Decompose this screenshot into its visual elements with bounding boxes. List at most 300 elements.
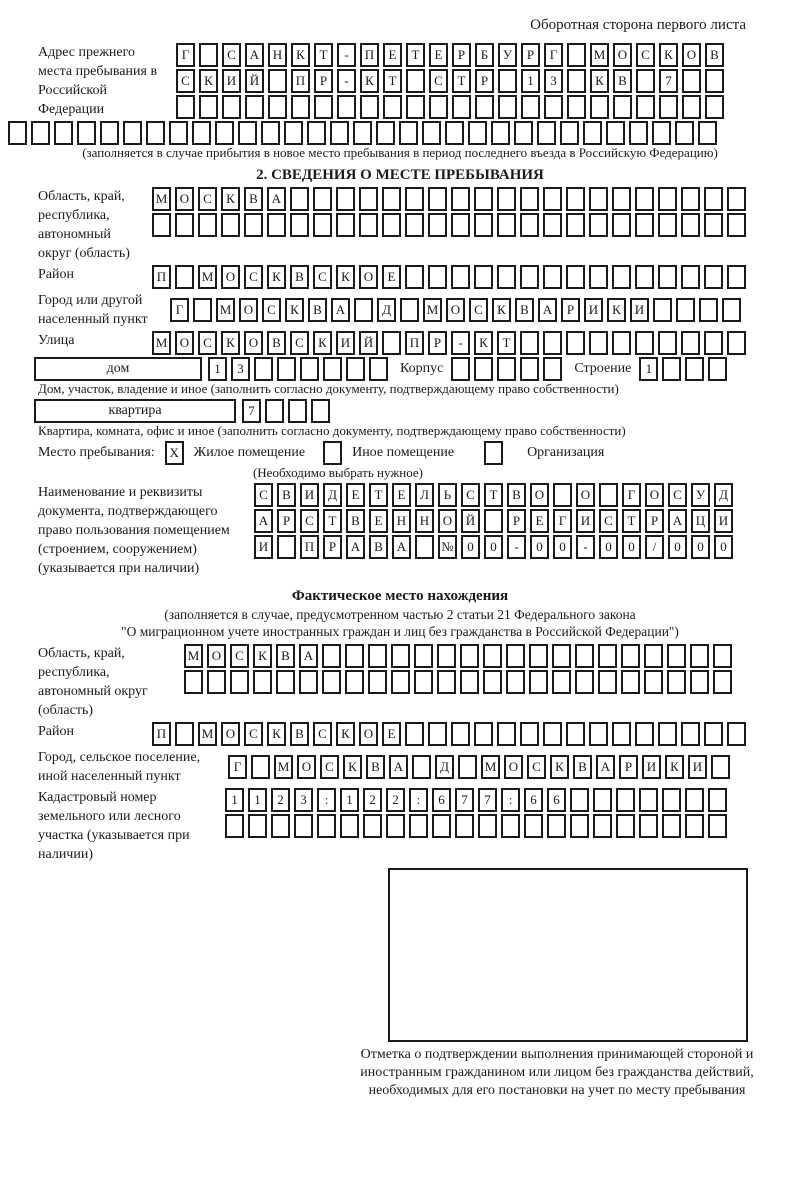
char-cell — [727, 213, 746, 237]
stay-option-checkbox-org[interactable] — [484, 441, 503, 465]
char-cell — [474, 187, 493, 211]
document-label: Наименование и реквизиты документа, подтверждающего право пользования помещением (строением, сооружением) (указывается при наличии) — [38, 485, 230, 576]
char-cell: 3 — [544, 69, 563, 93]
char-cell: К — [492, 298, 511, 322]
char-cell: - — [337, 69, 356, 93]
char-cell: С — [222, 43, 241, 67]
char-cell: А — [389, 755, 408, 779]
char-cell — [639, 814, 658, 838]
char-cell: О — [297, 755, 316, 779]
char-cell: Г — [228, 755, 247, 779]
cadastral-grid-row-1[interactable] — [225, 788, 731, 812]
char-cell — [681, 187, 700, 211]
char-cell — [567, 43, 586, 67]
char-cell — [406, 69, 425, 93]
char-cell: В — [277, 483, 296, 507]
char-cell — [543, 357, 562, 381]
char-cell: М — [152, 331, 171, 355]
char-cell: О — [359, 722, 378, 746]
char-cell — [635, 331, 654, 355]
char-cell: Р — [561, 298, 580, 322]
char-cell: К — [267, 265, 286, 289]
char-cell — [451, 187, 470, 211]
document-grid-row-3[interactable] — [254, 535, 737, 559]
char-cell: К — [199, 69, 218, 93]
char-cell: С — [198, 187, 217, 211]
cadastral-field — [8, 788, 792, 864]
char-cell — [543, 331, 562, 355]
char-cell: Б — [475, 43, 494, 67]
char-cell: Р — [521, 43, 540, 67]
char-cell: Н — [415, 509, 434, 533]
char-cell — [681, 722, 700, 746]
char-cell — [265, 399, 284, 423]
char-cell — [406, 95, 425, 119]
char-cell — [294, 814, 313, 838]
city-grid[interactable] — [170, 298, 745, 322]
char-cell: А — [392, 535, 411, 559]
char-cell: И — [642, 755, 661, 779]
region-label: Область, край, республика, автономный округ (область) — [38, 189, 130, 261]
char-cell — [383, 95, 402, 119]
char-cell: 0 — [530, 535, 549, 559]
char-cell: Е — [382, 722, 401, 746]
char-cell: К — [590, 69, 609, 93]
char-cell: С — [176, 69, 195, 93]
apartment-note: Квартира, комната, офис и иное (заполнить согласно документу, подтверждающему право собственности) — [38, 423, 626, 438]
char-cell — [175, 213, 194, 237]
char-cell — [652, 121, 671, 145]
char-cell — [359, 213, 378, 237]
char-cell: : — [317, 788, 336, 812]
char-cell — [613, 95, 632, 119]
char-cell — [455, 814, 474, 838]
char-cell — [599, 483, 618, 507]
region-field — [8, 187, 792, 263]
char-cell — [529, 644, 548, 668]
char-cell — [317, 814, 336, 838]
char-cell — [474, 265, 493, 289]
char-cell: В — [290, 265, 309, 289]
char-cell: К — [336, 722, 355, 746]
char-cell: О — [576, 483, 595, 507]
stay-type-note: (Необходимо выбрать нужное) — [252, 465, 424, 480]
char-cell — [299, 670, 318, 694]
char-cell: Г — [170, 298, 189, 322]
prev-address-grid-row-3[interactable] — [176, 95, 728, 119]
char-cell — [207, 670, 226, 694]
char-cell: П — [405, 331, 424, 355]
char-cell: Р — [507, 509, 526, 533]
char-cell: 0 — [622, 535, 641, 559]
char-cell — [708, 788, 727, 812]
stay-option-label-inoe: Иное помещение — [352, 445, 455, 460]
char-cell — [543, 265, 562, 289]
char-cell: 1 — [521, 69, 540, 93]
char-cell: 0 — [484, 535, 503, 559]
char-cell: Р — [428, 331, 447, 355]
char-cell — [428, 213, 447, 237]
char-cell: Г — [622, 483, 641, 507]
char-cell: Т — [314, 43, 333, 67]
char-cell: 1 — [208, 357, 227, 381]
char-cell — [567, 69, 586, 93]
char-cell: И — [576, 509, 595, 533]
char-cell — [612, 265, 631, 289]
char-cell: К — [285, 298, 304, 322]
char-cell — [277, 535, 296, 559]
char-cell — [225, 814, 244, 838]
char-cell — [685, 814, 704, 838]
char-cell: Г — [176, 43, 195, 67]
district-grid[interactable] — [152, 265, 750, 289]
char-cell — [644, 670, 663, 694]
char-cell: М — [198, 265, 217, 289]
prev-address-grid-row-1[interactable] — [176, 43, 728, 67]
char-cell: Д — [435, 755, 454, 779]
actual-location-title: Фактическое место нахождения — [291, 588, 509, 604]
street-field — [8, 331, 792, 355]
char-cell — [414, 644, 433, 668]
char-cell: Е — [382, 265, 401, 289]
actual-city-grid[interactable] — [228, 755, 734, 779]
char-cell — [708, 357, 727, 381]
char-cell: - — [451, 331, 470, 355]
char-cell — [708, 814, 727, 838]
actual-district-grid[interactable] — [152, 722, 750, 746]
char-cell: В — [276, 644, 295, 668]
stroenie-label: Строение — [574, 361, 632, 376]
char-cell: : — [501, 788, 520, 812]
char-cell: Р — [323, 535, 342, 559]
char-cell — [567, 95, 586, 119]
char-cell — [382, 187, 401, 211]
cadastral-label: Кадастровый номер земельного или лесного участка (указывается при наличии) — [38, 790, 190, 862]
char-cell: Т — [406, 43, 425, 67]
char-cell — [428, 265, 447, 289]
house-grid[interactable] — [208, 357, 392, 381]
char-cell — [484, 509, 503, 533]
char-cell — [635, 187, 654, 211]
stay-type-row — [38, 441, 792, 465]
char-cell: О — [446, 298, 465, 322]
char-cell: Д — [377, 298, 396, 322]
char-cell: А — [254, 509, 273, 533]
char-cell — [560, 121, 579, 145]
char-cell — [612, 187, 631, 211]
char-cell: 3 — [231, 357, 250, 381]
stay-option-checkbox-inoe[interactable] — [323, 441, 342, 465]
char-cell: - — [576, 535, 595, 559]
char-cell — [644, 644, 663, 668]
char-cell: В — [308, 298, 327, 322]
char-cell — [705, 69, 724, 93]
char-cell — [245, 95, 264, 119]
prev-address-grid-row-4[interactable] — [8, 121, 792, 145]
stay-option-label-org: Организация — [527, 445, 605, 460]
char-cell: Л — [415, 483, 434, 507]
char-cell: К — [659, 43, 678, 67]
char-cell: 0 — [553, 535, 572, 559]
char-cell: А — [299, 644, 318, 668]
char-cell: 0 — [714, 535, 733, 559]
char-cell: П — [152, 722, 171, 746]
char-cell — [658, 331, 677, 355]
stroenie-grid[interactable] — [639, 357, 731, 381]
actual-city-label: Город, сельское поселение, иной населенный пункт — [38, 750, 201, 784]
char-cell — [311, 399, 330, 423]
house-note: Дом, участок, владение и иное (заполнить согласно документу, подтверждающему право собственности) — [38, 381, 619, 396]
char-cell — [451, 213, 470, 237]
char-cell: Е — [429, 43, 448, 67]
char-cell — [552, 670, 571, 694]
document-grid-row-1[interactable] — [254, 483, 737, 507]
char-cell: К — [474, 331, 493, 355]
char-cell: 0 — [461, 535, 480, 559]
char-cell — [681, 265, 700, 289]
char-cell — [711, 755, 730, 779]
char-cell — [704, 213, 723, 237]
char-cell: О — [530, 483, 549, 507]
char-cell — [238, 121, 257, 145]
char-cell — [31, 121, 50, 145]
char-cell — [552, 644, 571, 668]
char-cell: С — [262, 298, 281, 322]
char-cell: 2 — [363, 788, 382, 812]
char-cell — [468, 121, 487, 145]
char-cell — [636, 95, 655, 119]
char-cell — [658, 213, 677, 237]
char-cell — [253, 670, 272, 694]
document-grid-row-2[interactable] — [254, 509, 737, 533]
street-grid[interactable] — [152, 331, 750, 355]
prev-address-grid-row-2[interactable] — [176, 69, 728, 93]
char-cell: О — [239, 298, 258, 322]
char-cell — [727, 722, 746, 746]
char-cell: В — [573, 755, 592, 779]
char-cell: М — [216, 298, 235, 322]
char-cell — [429, 95, 448, 119]
char-cell — [621, 644, 640, 668]
char-cell: 7 — [659, 69, 678, 93]
char-cell: Н — [268, 43, 287, 67]
char-cell: Й — [359, 331, 378, 355]
char-cell — [616, 814, 635, 838]
document-field — [8, 483, 792, 578]
char-cell — [415, 535, 434, 559]
char-cell — [254, 357, 273, 381]
char-cell — [704, 187, 723, 211]
char-cell — [589, 187, 608, 211]
char-cell — [704, 265, 723, 289]
char-cell — [169, 121, 188, 145]
section2-title: 2. СВЕДЕНИЯ О МЕСТЕ ПРЕБЫВАНИЯ — [256, 167, 544, 183]
actual-region-grid-row-2[interactable] — [184, 670, 736, 694]
region-grid-row-1[interactable] — [152, 187, 750, 211]
char-cell — [520, 265, 539, 289]
char-cell — [662, 788, 681, 812]
street-label: Улица — [38, 333, 75, 348]
char-cell — [391, 644, 410, 668]
stay-type-label: Место пребывания: — [38, 445, 155, 460]
char-cell — [521, 95, 540, 119]
char-cell — [713, 670, 732, 694]
char-cell — [589, 722, 608, 746]
char-cell: 6 — [547, 788, 566, 812]
char-cell — [685, 788, 704, 812]
char-cell: С — [244, 722, 263, 746]
char-cell — [405, 213, 424, 237]
char-cell — [529, 670, 548, 694]
char-cell: Д — [714, 483, 733, 507]
char-cell — [267, 213, 286, 237]
char-cell — [322, 644, 341, 668]
char-cell — [491, 121, 510, 145]
char-cell — [363, 814, 382, 838]
char-cell — [221, 213, 240, 237]
char-cell — [685, 357, 704, 381]
actual-district-label: Район — [38, 724, 74, 739]
char-cell: А — [596, 755, 615, 779]
char-cell — [681, 213, 700, 237]
char-cell — [566, 187, 585, 211]
char-cell: О — [175, 331, 194, 355]
char-cell — [271, 814, 290, 838]
char-cell — [690, 644, 709, 668]
char-cell — [543, 722, 562, 746]
korpus-grid[interactable] — [451, 357, 566, 381]
char-cell — [483, 670, 502, 694]
region-grid-row-2[interactable] — [152, 213, 750, 237]
char-cell — [589, 265, 608, 289]
char-cell — [524, 814, 543, 838]
char-cell: Р — [277, 509, 296, 533]
char-cell — [100, 121, 119, 145]
char-cell: В — [244, 187, 263, 211]
char-cell: В — [507, 483, 526, 507]
char-cell: Ц — [691, 509, 710, 533]
char-cell: С — [230, 644, 249, 668]
char-cell — [570, 814, 589, 838]
char-cell — [543, 187, 562, 211]
char-cell — [583, 121, 602, 145]
char-cell: С — [313, 722, 332, 746]
char-cell — [635, 722, 654, 746]
char-cell — [123, 121, 142, 145]
char-cell — [566, 722, 585, 746]
char-cell: К — [253, 644, 272, 668]
char-cell: А — [538, 298, 557, 322]
char-cell: - — [507, 535, 526, 559]
char-cell — [452, 95, 471, 119]
char-cell — [553, 483, 572, 507]
char-cell — [698, 121, 717, 145]
char-cell — [222, 95, 241, 119]
char-cell — [399, 121, 418, 145]
char-cell — [345, 670, 364, 694]
char-cell — [230, 670, 249, 694]
char-cell — [405, 187, 424, 211]
char-cell — [667, 644, 686, 668]
char-cell: М — [590, 43, 609, 67]
char-cell: С — [290, 331, 309, 355]
char-cell: И — [714, 509, 733, 533]
city-field — [8, 291, 792, 329]
char-cell — [570, 788, 589, 812]
prev-address-field — [8, 43, 792, 119]
char-cell: 6 — [432, 788, 451, 812]
char-cell — [376, 121, 395, 145]
char-cell — [727, 265, 746, 289]
char-cell: Р — [452, 43, 471, 67]
char-cell — [414, 670, 433, 694]
char-cell: Г — [544, 43, 563, 67]
char-cell: О — [682, 43, 701, 67]
char-cell — [368, 644, 387, 668]
char-cell: С — [636, 43, 655, 67]
stay-option-checkbox-zhiloe[interactable]: X — [165, 441, 184, 465]
char-cell: В — [346, 509, 365, 533]
actual-region-field — [8, 644, 792, 720]
char-cell — [653, 298, 672, 322]
char-cell — [284, 121, 303, 145]
char-cell — [323, 357, 342, 381]
char-cell — [636, 69, 655, 93]
char-cell — [244, 213, 263, 237]
char-cell — [537, 121, 556, 145]
char-cell: Е — [383, 43, 402, 67]
char-cell — [727, 331, 746, 355]
char-cell — [635, 213, 654, 237]
char-cell: И — [300, 483, 319, 507]
char-cell — [497, 722, 516, 746]
char-cell: И — [630, 298, 649, 322]
char-cell: П — [152, 265, 171, 289]
actual-location-note-2: "О миграционном учете иностранных граждан и лиц без гражданства в Российской Федерации") — [121, 624, 679, 639]
char-cell — [520, 187, 539, 211]
actual-region-grid-row-1[interactable] — [184, 644, 736, 668]
char-cell — [198, 213, 217, 237]
char-cell: / — [645, 535, 664, 559]
char-cell: 1 — [225, 788, 244, 812]
char-cell: 7 — [455, 788, 474, 812]
char-cell — [676, 298, 695, 322]
char-cell — [382, 331, 401, 355]
char-cell — [682, 95, 701, 119]
char-cell: 6 — [524, 788, 543, 812]
char-cell: О — [438, 509, 457, 533]
char-cell: О — [221, 265, 240, 289]
char-cell — [386, 814, 405, 838]
char-cell: О — [359, 265, 378, 289]
apartment-grid[interactable] — [242, 399, 334, 423]
char-cell — [544, 95, 563, 119]
char-cell — [635, 265, 654, 289]
char-cell — [606, 121, 625, 145]
char-cell: Г — [553, 509, 572, 533]
char-cell: П — [300, 535, 319, 559]
char-cell — [428, 722, 447, 746]
char-cell: В — [366, 755, 385, 779]
char-cell: И — [688, 755, 707, 779]
char-cell: 7 — [242, 399, 261, 423]
cadastral-grid-row-2[interactable] — [225, 814, 731, 838]
char-cell — [621, 670, 640, 694]
char-cell: В — [369, 535, 388, 559]
char-cell — [547, 814, 566, 838]
char-cell — [428, 187, 447, 211]
char-cell: А — [245, 43, 264, 67]
